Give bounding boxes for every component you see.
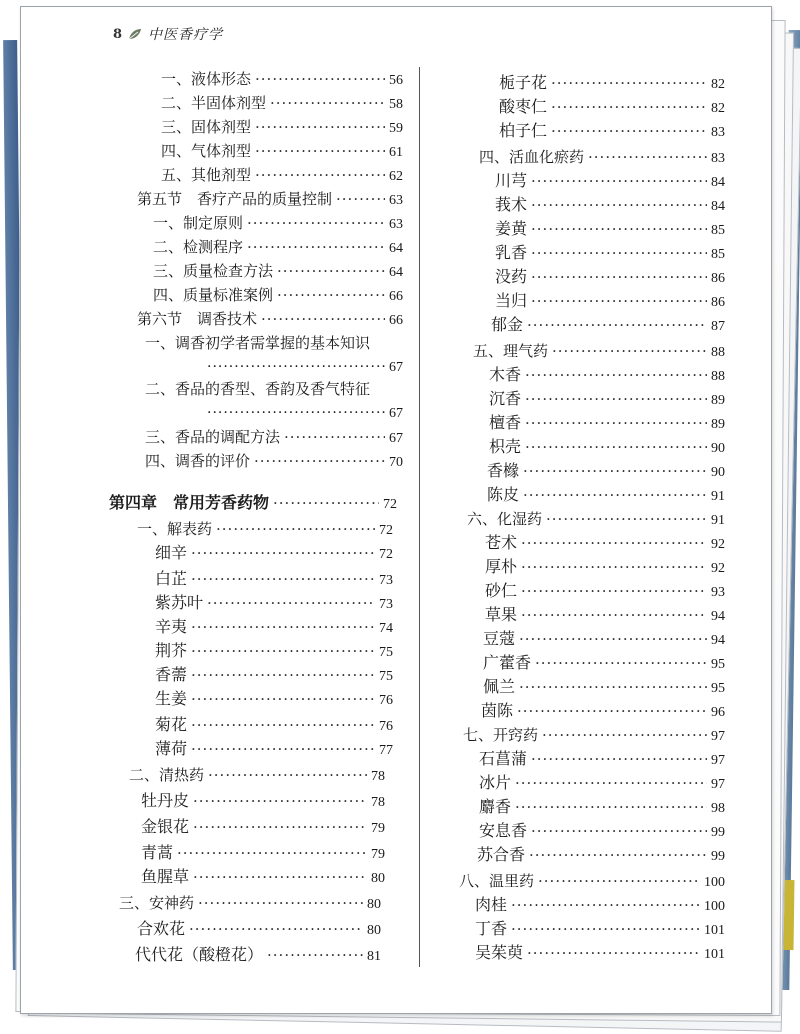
- toc-entry: [153, 261, 403, 283]
- toc-entry: [479, 749, 725, 771]
- dot-leader: [208, 765, 367, 785]
- toc-entry: [475, 919, 725, 941]
- toc-entry-page: 56: [389, 73, 403, 88]
- toc-entry: [129, 765, 385, 787]
- toc-entry: [153, 237, 403, 259]
- toc-entry-page: 59: [389, 121, 403, 136]
- toc-entry-page: 97: [711, 777, 725, 792]
- toc-entry-label: 没药: [495, 267, 528, 286]
- dot-leader: [177, 843, 367, 863]
- toc-entry-page: 81: [367, 949, 381, 964]
- dot-leader: [531, 821, 707, 841]
- dot-leader: [531, 195, 707, 215]
- toc-entry-label: 广藿香: [483, 653, 532, 672]
- cover-accent-edge: [784, 880, 795, 950]
- toc-entry-page: 89: [711, 417, 725, 432]
- dot-leader: [531, 171, 707, 191]
- toc-entry: [141, 843, 385, 865]
- toc-entry: [145, 451, 403, 473]
- dot-leader: [531, 267, 707, 287]
- toc-entry-page: 85: [711, 247, 725, 262]
- toc-entry-label: 陈皮: [487, 485, 520, 504]
- toc-entry-page: 76: [379, 693, 393, 708]
- toc-entry-label: 茵陈: [481, 701, 514, 720]
- toc-entry: [483, 677, 725, 699]
- toc-entry-label: 细辛: [155, 543, 188, 562]
- toc-entry: [161, 165, 403, 187]
- dot-leader: [523, 485, 707, 505]
- toc-section-entry: [137, 189, 403, 211]
- dot-leader: [273, 493, 379, 513]
- toc-entry-label: 佩兰: [483, 677, 516, 696]
- toc-entry-page: 74: [379, 621, 393, 636]
- toc-entry-page: 84: [711, 175, 725, 190]
- toc-entry-label: 苍术: [485, 533, 518, 552]
- dot-leader: [519, 629, 707, 649]
- toc-entry-page: 82: [711, 101, 725, 116]
- dot-leader: [511, 895, 700, 915]
- dot-leader: [336, 189, 385, 209]
- toc-entry-page: 64: [389, 265, 403, 280]
- toc-entry-label: 金银花: [141, 817, 190, 836]
- toc-entry: [155, 569, 393, 591]
- toc-entry-label: 一、解表药: [137, 520, 213, 538]
- toc-entry-page: 101: [704, 923, 725, 938]
- toc-entry-label: 青蒿: [141, 843, 174, 862]
- toc-entry: [489, 413, 725, 435]
- toc-entry-page: 67: [389, 360, 403, 375]
- toc-entry-page: 86: [711, 295, 725, 310]
- toc-entry-page: 78: [371, 795, 385, 810]
- toc-entry-page: 97: [711, 753, 725, 768]
- dot-leader: [216, 519, 375, 539]
- dot-leader: [515, 773, 707, 793]
- dot-leader: [191, 689, 375, 709]
- toc-entry-page: 70: [389, 455, 403, 470]
- toc-entry-label: 合欢花: [137, 919, 186, 938]
- dot-leader: [525, 413, 707, 433]
- toc-entry-page: 85: [711, 223, 725, 238]
- dot-leader: [193, 791, 367, 811]
- toc-entry-page: 80: [371, 871, 385, 886]
- dot-leader: [538, 871, 700, 891]
- toc-entry-label: 莪术: [495, 195, 528, 214]
- toc-entry: [499, 73, 725, 95]
- toc-entry-label: 檀香: [489, 413, 522, 432]
- dot-leader: [521, 605, 707, 625]
- toc-entry-label: 栀子花: [499, 73, 548, 92]
- toc-entry-page: 90: [711, 441, 725, 456]
- toc-entry: [467, 509, 725, 531]
- dot-leader: [193, 817, 367, 837]
- toc-entry-page: 91: [711, 489, 725, 504]
- dot-leader: [552, 341, 707, 361]
- dot-leader: [546, 509, 707, 529]
- toc-entry: [483, 653, 725, 675]
- toc-entry: [137, 519, 393, 541]
- toc-entry-label: 冰片: [479, 773, 512, 792]
- toc-entry: [499, 121, 725, 143]
- toc-entry-label: 石菖蒲: [479, 749, 528, 768]
- toc-entry: [495, 219, 725, 241]
- toc-entry-page: 88: [711, 369, 725, 384]
- toc-page: [20, 6, 772, 1014]
- dot-leader: [531, 219, 707, 239]
- toc-entry: [495, 171, 725, 193]
- toc-entry-page: 99: [711, 849, 725, 864]
- toc-entry-label: 八、温里药: [459, 872, 535, 890]
- dot-leader: [191, 739, 375, 759]
- toc-entry-page: 77: [379, 743, 393, 758]
- dot-leader: [247, 213, 385, 233]
- toc-entry: [155, 617, 393, 639]
- toc-entry-label: 乳香: [495, 243, 528, 262]
- toc-entry-page: 80: [367, 923, 381, 938]
- toc-entry: [485, 557, 725, 579]
- toc-entry-page: 83: [711, 125, 725, 140]
- toc-entry: [155, 543, 393, 565]
- toc-entry-label: 二、香品的香型、香韵及香气特征: [145, 380, 371, 398]
- dot-leader: [255, 69, 385, 89]
- toc-entry-label: 肉桂: [475, 895, 508, 914]
- dot-leader: [191, 641, 375, 661]
- toc-entry-label: 三、香品的调配方法: [145, 428, 281, 446]
- dot-leader: [551, 97, 707, 117]
- toc-entry-page: 84: [711, 199, 725, 214]
- toc-entry-page: 89: [711, 393, 725, 408]
- toc-entry-label: 吴茱萸: [475, 943, 524, 962]
- dot-leader: [270, 93, 385, 113]
- toc-entry: [499, 97, 725, 119]
- toc-entry: [475, 943, 725, 965]
- toc-entry-page: 83: [711, 151, 725, 166]
- toc-entry-page: 75: [379, 669, 393, 684]
- toc-entry: [141, 867, 385, 889]
- toc-entry-label: 四、气体剂型: [161, 142, 252, 160]
- toc-entry-label: 丁香: [475, 919, 508, 938]
- toc-entry-label: 鱼腥草: [141, 867, 190, 886]
- toc-entry: [495, 267, 725, 289]
- toc-entry-label: 香橼: [487, 461, 520, 480]
- dot-leader: [191, 543, 375, 563]
- toc-entry: [145, 379, 370, 399]
- toc-entry-label: 柏子仁: [499, 121, 548, 140]
- dot-leader: [198, 893, 363, 913]
- toc-entry-label: 当归: [495, 291, 528, 310]
- toc-entry: [155, 641, 393, 663]
- toc-entry-page: 73: [379, 573, 393, 588]
- toc-entry-label: 枳壳: [489, 437, 522, 456]
- toc-entry-page: 90: [711, 465, 725, 480]
- dot-leader: [551, 121, 707, 141]
- toc-entry-page: 98: [711, 801, 725, 816]
- toc-entry: [463, 725, 725, 747]
- toc-entry: [479, 821, 725, 843]
- toc-entry-label: 一、液体形态: [161, 70, 252, 88]
- toc-entry: [495, 195, 725, 217]
- toc-entry-label: 一、制定原则: [153, 214, 244, 232]
- toc-entry-page: 100: [704, 899, 725, 914]
- dot-leader: [521, 557, 707, 577]
- toc-entry-label: 生姜: [155, 689, 188, 708]
- toc-entry: [495, 243, 725, 265]
- toc-entry: [119, 893, 381, 915]
- toc-entry-page: 67: [389, 431, 403, 446]
- dot-leader: [527, 315, 707, 335]
- dot-leader: [255, 165, 385, 185]
- toc-entry: [473, 341, 725, 363]
- dot-leader: [535, 653, 707, 673]
- leaf-icon: [128, 28, 142, 40]
- toc-entry: [475, 895, 725, 917]
- dot-leader: [207, 357, 385, 377]
- toc-entry-page: 64: [389, 241, 403, 256]
- toc-entry-label: 五、理气药: [473, 342, 549, 360]
- toc-entry-label: 草果: [485, 605, 518, 624]
- toc-entry: [495, 291, 725, 313]
- toc-entry-page: 72: [379, 523, 393, 538]
- toc-entry-label: 郁金: [491, 315, 524, 334]
- column-divider: [419, 67, 420, 967]
- toc-entry: [459, 871, 725, 893]
- dot-leader: [515, 797, 707, 817]
- toc-entry-page: 80: [367, 897, 381, 912]
- dot-leader: [255, 141, 385, 161]
- dot-leader: [284, 427, 385, 447]
- toc-entry: [161, 117, 403, 139]
- toc-entry: [155, 593, 393, 615]
- toc-entry-label: 第五节 香疗产品的质量控制: [137, 190, 333, 208]
- dot-leader: [277, 285, 385, 305]
- toc-entry-label: 第六节 调香技术: [137, 310, 258, 328]
- dot-leader: [551, 73, 707, 93]
- toc-entry-page: 62: [389, 169, 403, 184]
- toc-entry-leader: [207, 357, 403, 378]
- toc-entry-page: 79: [371, 847, 385, 862]
- toc-entry-page: 66: [389, 289, 403, 304]
- toc-entry: [485, 581, 725, 603]
- toc-entry: [479, 773, 725, 795]
- toc-entry-page: 100: [704, 875, 725, 890]
- toc-entry: [491, 315, 725, 337]
- toc-entry-page: 95: [711, 657, 725, 672]
- dot-leader: [255, 117, 385, 137]
- toc-entry-page: 63: [389, 217, 403, 232]
- toc-entry: [483, 629, 725, 651]
- toc-entry-label: 荆芥: [155, 641, 188, 660]
- toc-entry-page: 97: [711, 729, 725, 744]
- toc-entry-page: 95: [711, 681, 725, 696]
- toc-entry-label: 苏合香: [477, 845, 526, 864]
- toc-entry: [161, 141, 403, 163]
- toc-entry-label: 四、质量标准案例: [153, 286, 274, 304]
- toc-entry-label: 三、安神药: [119, 894, 195, 912]
- toc-entry-label: 七、开窍药: [463, 726, 539, 744]
- dot-leader: [529, 845, 707, 865]
- toc-entry-label: 豆蔻: [483, 629, 516, 648]
- toc-entry-label: 二、检测程序: [153, 238, 244, 256]
- toc-entry: [145, 333, 370, 353]
- toc-entry: [137, 919, 381, 941]
- toc-entry-page: 75: [379, 645, 393, 660]
- toc-entry-page: 101: [704, 947, 725, 962]
- toc-entry-label: 酸枣仁: [499, 97, 548, 116]
- toc-entry-label: 五、其他剂型: [161, 166, 252, 184]
- dot-leader: [247, 237, 385, 257]
- toc-entry-page: 76: [379, 719, 393, 734]
- toc-section-entry: [137, 309, 403, 331]
- dot-leader: [531, 749, 707, 769]
- toc-entry-label: 安息香: [479, 821, 528, 840]
- toc-entry-label: 辛夷: [155, 617, 188, 636]
- toc-entry: [479, 797, 725, 819]
- toc-entry-page: 87: [711, 319, 725, 334]
- toc-entry-page: 67: [389, 406, 403, 421]
- toc-entry-page: 73: [379, 597, 393, 612]
- toc-entry-label: 姜黄: [495, 219, 528, 238]
- toc-entry-page: 94: [711, 633, 725, 648]
- toc-entry: [145, 427, 403, 449]
- toc-entry: [489, 437, 725, 459]
- toc-chapter-entry: [109, 493, 397, 515]
- toc-entry-page: 92: [711, 537, 725, 552]
- toc-entry-page: 78: [371, 769, 385, 784]
- toc-entry-page: 91: [711, 513, 725, 528]
- toc-entry: [161, 69, 403, 91]
- toc-entry-label: 四、活血化瘀药: [479, 148, 585, 166]
- dot-leader: [207, 593, 375, 613]
- toc-entry-page: 92: [711, 561, 725, 576]
- toc-entry: [155, 739, 393, 761]
- toc-entry-label: 川芎: [495, 171, 528, 190]
- running-header: [113, 23, 223, 45]
- toc-entry-page: 66: [389, 313, 403, 328]
- toc-entry-label: 六、化湿药: [467, 510, 543, 528]
- toc-entry-page: 93: [711, 585, 725, 600]
- toc-entry-label: 厚朴: [485, 557, 518, 576]
- toc-entry-label: 三、质量检查方法: [153, 262, 274, 280]
- toc-entry-label: 白芷: [155, 569, 188, 588]
- toc-entry: [489, 365, 725, 387]
- toc-entry-page: 96: [711, 705, 725, 720]
- toc-entry: [487, 461, 725, 483]
- dot-leader: [525, 437, 707, 457]
- dot-leader: [519, 677, 707, 697]
- dot-leader: [531, 291, 707, 311]
- dot-leader: [523, 461, 707, 481]
- toc-entry-label: 四、调香的评价: [145, 452, 251, 470]
- dot-leader: [521, 581, 707, 601]
- toc-entry-page: 99: [711, 825, 725, 840]
- toc-entry-label: 紫苏叶: [155, 593, 204, 612]
- toc-entry: [161, 93, 403, 115]
- toc-entry: [485, 605, 725, 627]
- dot-leader: [517, 701, 707, 721]
- toc-entry: [155, 715, 393, 737]
- dot-leader: [521, 533, 707, 553]
- toc-entry-label: 二、清热药: [129, 766, 205, 784]
- toc-entry-label: 一、调香初学者需掌握的基本知识: [145, 334, 371, 352]
- toc-entry-label: 二、半固体剂型: [161, 94, 267, 112]
- dot-leader: [527, 943, 700, 963]
- toc-entry: [485, 533, 725, 555]
- dot-leader: [191, 569, 375, 589]
- dot-leader: [511, 919, 700, 939]
- dot-leader: [261, 309, 385, 329]
- toc-entry-label: 麝香: [479, 797, 512, 816]
- dot-leader: [191, 715, 375, 735]
- dot-leader: [193, 867, 367, 887]
- toc-entry-page: 88: [711, 345, 725, 360]
- toc-entry: [489, 389, 725, 411]
- toc-entry-page: 82: [711, 77, 725, 92]
- toc-entry: [479, 147, 725, 169]
- toc-entry-label: 菊花: [155, 715, 188, 734]
- dot-leader: [191, 617, 375, 637]
- dot-leader: [207, 403, 385, 423]
- toc-entry-label: 代代花（酸橙花）: [135, 945, 264, 964]
- toc-entry-label: 第四章 常用芳香药物: [109, 493, 270, 512]
- toc-entry: [155, 665, 393, 687]
- toc-entry-page: 72: [379, 547, 393, 562]
- toc-entry: [153, 285, 403, 307]
- toc-entry-label: 沉香: [489, 389, 522, 408]
- dot-leader: [254, 451, 385, 471]
- dot-leader: [531, 243, 707, 263]
- toc-entry: [477, 845, 725, 867]
- toc-entry: [141, 817, 385, 839]
- toc-entry-label: 砂仁: [485, 581, 518, 600]
- toc-entry-page: 86: [711, 271, 725, 286]
- toc-entry-label: 香薷: [155, 665, 188, 684]
- dot-leader: [542, 725, 707, 745]
- toc-entry-label: 牡丹皮: [141, 791, 190, 810]
- toc-entry-page: 58: [389, 97, 403, 112]
- dot-leader: [277, 261, 385, 281]
- dot-leader: [525, 365, 707, 385]
- toc-entry: [487, 485, 725, 507]
- toc-entry: [153, 213, 403, 235]
- dot-leader: [588, 147, 707, 167]
- dot-leader: [267, 945, 363, 965]
- toc-entry: [141, 791, 385, 813]
- toc-entry-page: 63: [389, 193, 403, 208]
- page-number: 8: [113, 26, 123, 42]
- toc-entry-page: 61: [389, 145, 403, 160]
- dot-leader: [525, 389, 707, 409]
- toc-entry-page: 94: [711, 609, 725, 624]
- toc-entry-label: 木香: [489, 365, 522, 384]
- toc-entry: [481, 701, 725, 723]
- dot-leader: [191, 665, 375, 685]
- toc-entry-label: 三、固体剂型: [161, 118, 252, 136]
- toc-entry-page: 72: [383, 497, 397, 512]
- toc-entry: [135, 945, 381, 967]
- toc-entry-leader: [207, 403, 403, 424]
- dot-leader: [189, 919, 363, 939]
- toc-entry: [155, 689, 393, 711]
- toc-entry-label: 薄荷: [155, 739, 188, 758]
- book-title: 中医香疗学: [148, 27, 224, 43]
- toc-entry-page: 79: [371, 821, 385, 836]
